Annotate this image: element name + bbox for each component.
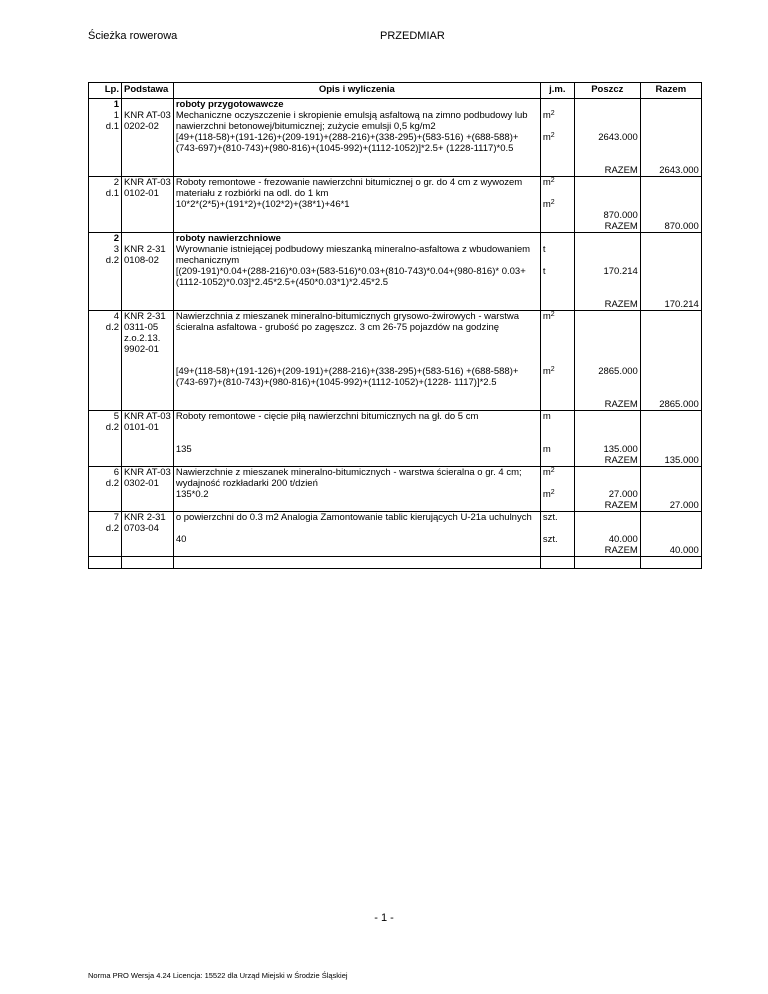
position-lp <box>89 467 122 490</box>
empty-cell <box>640 266 701 288</box>
basis-catalog: KNR 2-31 <box>124 311 166 322</box>
calculation-row <box>89 444 702 455</box>
position-section: d.2 <box>105 478 119 489</box>
empty-cell <box>640 534 701 545</box>
position-number: 2 <box>113 177 119 188</box>
calculation-value: 170.214 <box>574 266 640 288</box>
unit-exponent: 2 <box>550 489 555 496</box>
total-label: RAZEM <box>574 399 640 411</box>
empty-cell <box>540 399 574 411</box>
empty-cell <box>574 467 640 490</box>
empty-cell <box>122 221 174 233</box>
empty-cell <box>122 266 174 288</box>
basis-code: 0108-02 <box>124 255 159 266</box>
calculation-formula: [49+(118-58)+(191-126)+(209-191)+(288-216)+(338-295)+(583-516) +(688-588)+(743-697)+(810-743)+(980-816)+(1045-992)+(1112-1052)+(1228- 1117)]*2.5 <box>173 366 540 388</box>
empty-cell <box>640 233 701 245</box>
empty-cell <box>640 99 701 111</box>
empty-cell <box>574 110 640 132</box>
empty-cell <box>122 455 174 467</box>
empty-cell <box>89 444 122 455</box>
empty-cell <box>89 455 122 467</box>
total-label: RAZEM <box>574 299 640 311</box>
empty-cell <box>89 534 122 545</box>
position-basis <box>122 512 174 535</box>
calculation-value: 135.000 <box>574 444 640 455</box>
calculation-row <box>89 199 702 210</box>
position-number: 3 <box>113 244 119 255</box>
basis-code: 0202-02 <box>124 121 159 132</box>
position-lp <box>89 311 122 356</box>
empty-cell <box>89 199 122 210</box>
empty-cell <box>89 366 122 388</box>
empty-cell <box>173 299 540 311</box>
empty-cell <box>89 221 122 233</box>
position-section: d.1 <box>105 121 119 132</box>
empty-cell <box>540 500 574 512</box>
table-row <box>89 177 702 200</box>
unit-exponent: 2 <box>550 177 555 184</box>
position-lp <box>89 110 122 132</box>
position-section: d.2 <box>105 255 119 266</box>
empty-cell <box>89 132 122 154</box>
empty-cell <box>89 399 122 411</box>
calculation-formula: 10*2*(2*5)+(191*2)+(102*2)+(38*1)+46*1 <box>173 199 540 210</box>
total-label: RAZEM <box>574 221 640 233</box>
empty-cell <box>640 411 701 434</box>
total-row <box>89 221 702 233</box>
empty-cell <box>122 366 174 388</box>
table-row <box>89 311 702 356</box>
table-row <box>89 411 702 434</box>
calculation-unit: szt. <box>540 534 574 545</box>
total-label: RAZEM <box>574 455 640 467</box>
spacer-row <box>89 355 702 366</box>
position-lp <box>89 177 122 200</box>
col-header-poszcz: Poszcz <box>574 83 640 99</box>
empty-cell <box>640 311 701 356</box>
position-unit <box>540 110 574 132</box>
spacer-row <box>89 388 702 399</box>
calculation-unit: m <box>540 444 574 455</box>
header-document-title: PRZEDMIAR <box>380 30 445 42</box>
empty-cell <box>540 233 574 245</box>
calculation-value: 2865.000 <box>574 366 640 388</box>
basis-catalog: KNR AT-03 <box>124 177 171 188</box>
unit-text: m <box>542 199 551 210</box>
calculation-row <box>89 132 702 154</box>
total-row <box>89 500 702 512</box>
section-number: 2 <box>89 233 122 245</box>
position-basis <box>122 244 174 266</box>
empty-cell <box>640 467 701 490</box>
calculation-row <box>89 266 702 288</box>
position-section: d.2 <box>105 322 119 333</box>
total-value: 2865.000 <box>640 399 701 411</box>
section-title: roboty przygotowawcze <box>173 99 540 111</box>
unit-text: m <box>542 311 551 322</box>
basis-code: 0102-01 <box>124 188 159 199</box>
total-label: RAZEM <box>574 165 640 177</box>
empty-cell <box>540 165 574 177</box>
position-unit <box>540 177 574 200</box>
position-unit: szt. <box>540 512 574 535</box>
unit-text: m <box>542 489 551 500</box>
col-header-podstawa: Podstawa <box>122 83 174 99</box>
position-description: Roboty remontowe - cięcie piłą nawierzchni bitumicznych na gł. do 5 cm <box>173 411 540 434</box>
empty-cell <box>173 500 540 512</box>
basis-code: 0703-04 <box>124 523 159 534</box>
col-header-opis: Opis i wyliczenia <box>173 83 540 99</box>
empty-cell <box>540 299 574 311</box>
empty-cell <box>122 545 174 557</box>
unit-exponent: 2 <box>550 467 555 474</box>
calculation-unit <box>540 489 574 500</box>
total-row <box>89 299 702 311</box>
total-row <box>89 455 702 467</box>
position-basis <box>122 177 174 200</box>
calculation-unit: t <box>540 266 574 288</box>
calculation-value: 2643.000 <box>574 132 640 154</box>
position-lp <box>89 244 122 266</box>
empty-cell <box>574 233 640 245</box>
empty-cell <box>122 233 174 245</box>
position-unit: t <box>540 244 574 266</box>
empty-cell <box>122 500 174 512</box>
empty-cell <box>89 545 122 557</box>
calculation-value-row <box>89 210 702 221</box>
unit-exponent: 2 <box>550 132 555 139</box>
position-unit: m <box>540 411 574 434</box>
empty-cell <box>640 512 701 535</box>
section-row <box>89 99 702 111</box>
calculation-value: 27.000 <box>574 489 640 500</box>
position-description: Roboty remontowe - frezowanie nawierzchni bitumicznej o gr. do 4 cm z wywozem materiału z rozbiórki na odl. do 1 km <box>173 177 540 200</box>
position-number: 5 <box>113 411 119 422</box>
position-number: 1 <box>113 110 119 121</box>
bill-of-quantities-table <box>88 82 702 569</box>
total-row <box>89 545 702 557</box>
empty-cell <box>173 545 540 557</box>
unit-exponent: 2 <box>550 311 555 318</box>
position-basis <box>122 467 174 490</box>
basis-catalog: KNR 2-31 <box>124 244 166 255</box>
closing-row <box>89 557 702 569</box>
empty-cell <box>122 199 174 210</box>
empty-cell <box>89 299 122 311</box>
position-description: Wyrownanie istniejącej podbudowy mieszanką mineralno-asfaltowa z wbudowaniem mechanicznym <box>173 244 540 266</box>
empty-cell <box>173 399 540 411</box>
basis-catalog: KNR 2-31 <box>124 512 166 523</box>
calculation-unit <box>540 132 574 154</box>
total-value: 170.214 <box>640 299 701 311</box>
position-basis <box>122 311 174 356</box>
empty-cell <box>574 177 640 200</box>
empty-cell <box>122 444 174 455</box>
basis-code: 0311-05 <box>124 322 159 333</box>
empty-cell <box>122 299 174 311</box>
unit-text: m <box>542 110 551 121</box>
unit-text: m <box>542 132 551 143</box>
empty-cell <box>640 244 701 266</box>
empty-cell <box>640 199 701 210</box>
calculation-unit <box>540 366 574 388</box>
empty-cell <box>640 132 701 154</box>
empty-cell <box>640 110 701 132</box>
empty-cell <box>540 455 574 467</box>
footer-license: Norma PRO Wersja 4.24 Licencja: 15522 dla Urząd Miejski w Środzie Śląskiej <box>88 971 348 980</box>
calculation-value: 40.000 <box>574 534 640 545</box>
calculation-formula: 135*0.2 <box>173 489 540 500</box>
total-value: 2643.000 <box>640 165 701 177</box>
page-number: - 1 - <box>374 912 394 924</box>
empty-cell <box>173 455 540 467</box>
basis-catalog: KNR AT-03 <box>124 411 171 422</box>
empty-cell <box>574 199 640 210</box>
table-row <box>89 244 702 266</box>
unit-exponent: 2 <box>550 366 555 373</box>
unit-exponent: 2 <box>550 199 555 206</box>
position-unit <box>540 467 574 490</box>
total-row <box>89 165 702 177</box>
empty-cell <box>122 399 174 411</box>
basis-catalog: KNR AT-03 <box>124 467 171 478</box>
empty-cell <box>122 132 174 154</box>
header-project-name: Ścieżka rowerowa <box>88 30 178 42</box>
basis-code: 0101-01 <box>124 422 159 433</box>
position-section: d.1 <box>105 188 119 199</box>
unit-text: m <box>542 366 551 377</box>
basis-catalog: KNR AT-03 <box>124 110 171 121</box>
position-number: 4 <box>113 311 119 322</box>
calculation-row <box>89 489 702 500</box>
calculation-row <box>89 366 702 388</box>
unit-text: m <box>542 177 551 188</box>
total-value: 40.000 <box>640 545 701 557</box>
empty-cell <box>122 99 174 111</box>
total-value: 27.000 <box>640 500 701 512</box>
empty-cell <box>540 545 574 557</box>
unit-text: m <box>542 467 551 478</box>
empty-cell <box>574 512 640 535</box>
calculation-row <box>89 534 702 545</box>
empty-cell <box>122 165 174 177</box>
position-description: Nawierzchnie z mieszanek mineralno-bitumicznych - warstwa ścieralna o gr. 4 cm; wydajność rozkładarki 200 t/dzień <box>173 467 540 490</box>
empty-cell <box>640 366 701 388</box>
position-unit <box>540 311 574 356</box>
empty-cell <box>89 489 122 500</box>
table-row <box>89 467 702 490</box>
unit-exponent: 2 <box>550 110 555 117</box>
position-section: d.2 <box>105 422 119 433</box>
section-title: roboty nawierzchniowe <box>173 233 540 245</box>
spacer-row <box>89 154 702 165</box>
calculation-value: 870.000 <box>574 210 640 221</box>
total-label: RAZEM <box>574 500 640 512</box>
calculation-formula: [49+(118-58)+(191-126)+(209-191)+(288-216)+(338-295)+(583-516) +(688-588)+(743-697)+(810-743)+(980-816)+(1045-992)+(1112-1052)]*2.5+ (1228-1117)*0.5 <box>173 132 540 154</box>
calculation-formula: [(209-191)*0.04+(288-216)*0.03+(583-516)*0.03+(810-743)*0.04+(980-816)* 0.03+(1112-1052)*0.03]*2.45*2.5+(450*0.03*1)*2.45*2.5 <box>173 266 540 288</box>
empty-cell <box>173 221 540 233</box>
position-description: o powierzchni do 0.3 m2 Analogia Zamontowanie tablic kierujących U-21a uchulnych <box>173 512 540 535</box>
empty-cell <box>574 99 640 111</box>
empty-cell <box>89 165 122 177</box>
position-number: 7 <box>113 512 119 523</box>
position-description: Nawierzchnia z mieszanek mineralno-bitumicznych grysowo-żwirowych - warstwa ścieralna asfaltowa - grubość po zagęszcz. 3 cm 26-75 pojazdów na godzinę <box>173 311 540 356</box>
spacer-row <box>89 288 702 299</box>
basis-modifier: z.o.2.13. <box>124 333 161 344</box>
total-label: RAZEM <box>574 545 640 557</box>
table-row <box>89 110 702 132</box>
empty-cell <box>574 244 640 266</box>
table-header-row <box>89 83 702 99</box>
table-row <box>89 512 702 535</box>
col-header-jm: j.m. <box>540 83 574 99</box>
empty-cell <box>574 411 640 434</box>
empty-cell <box>173 165 540 177</box>
position-basis <box>122 110 174 132</box>
section-number: 1 <box>89 99 122 111</box>
empty-cell <box>122 534 174 545</box>
position-number: 6 <box>113 467 119 478</box>
total-row <box>89 399 702 411</box>
spacer-row <box>89 433 702 444</box>
calculation-formula: 40 <box>173 534 540 545</box>
calculation-formula: 135 <box>173 444 540 455</box>
empty-cell <box>540 99 574 111</box>
empty-cell <box>540 221 574 233</box>
section-row <box>89 233 702 245</box>
total-value: 870.000 <box>640 221 701 233</box>
empty-cell <box>640 177 701 200</box>
position-description: Mechaniczne oczyszczenie i skropienie emulsją asfaltową na zimno podbudowy lub nawierzchni betonowej/bitumicznej; zużycie emulsji 0,5 kg/m2 <box>173 110 540 132</box>
position-lp <box>89 512 122 535</box>
empty-cell <box>89 266 122 288</box>
empty-cell <box>89 500 122 512</box>
empty-cell <box>640 444 701 455</box>
position-basis <box>122 411 174 434</box>
empty-cell <box>640 489 701 500</box>
col-header-lp: Lp. <box>89 83 122 99</box>
basis-code: 0302-01 <box>124 478 159 489</box>
empty-cell <box>122 489 174 500</box>
col-header-razem: Razem <box>640 83 701 99</box>
empty-cell <box>574 311 640 356</box>
calculation-unit <box>540 199 574 210</box>
basis-modifier-code: 9902-01 <box>124 344 159 355</box>
position-section: d.2 <box>105 523 119 534</box>
total-value: 135.000 <box>640 455 701 467</box>
position-lp <box>89 411 122 434</box>
